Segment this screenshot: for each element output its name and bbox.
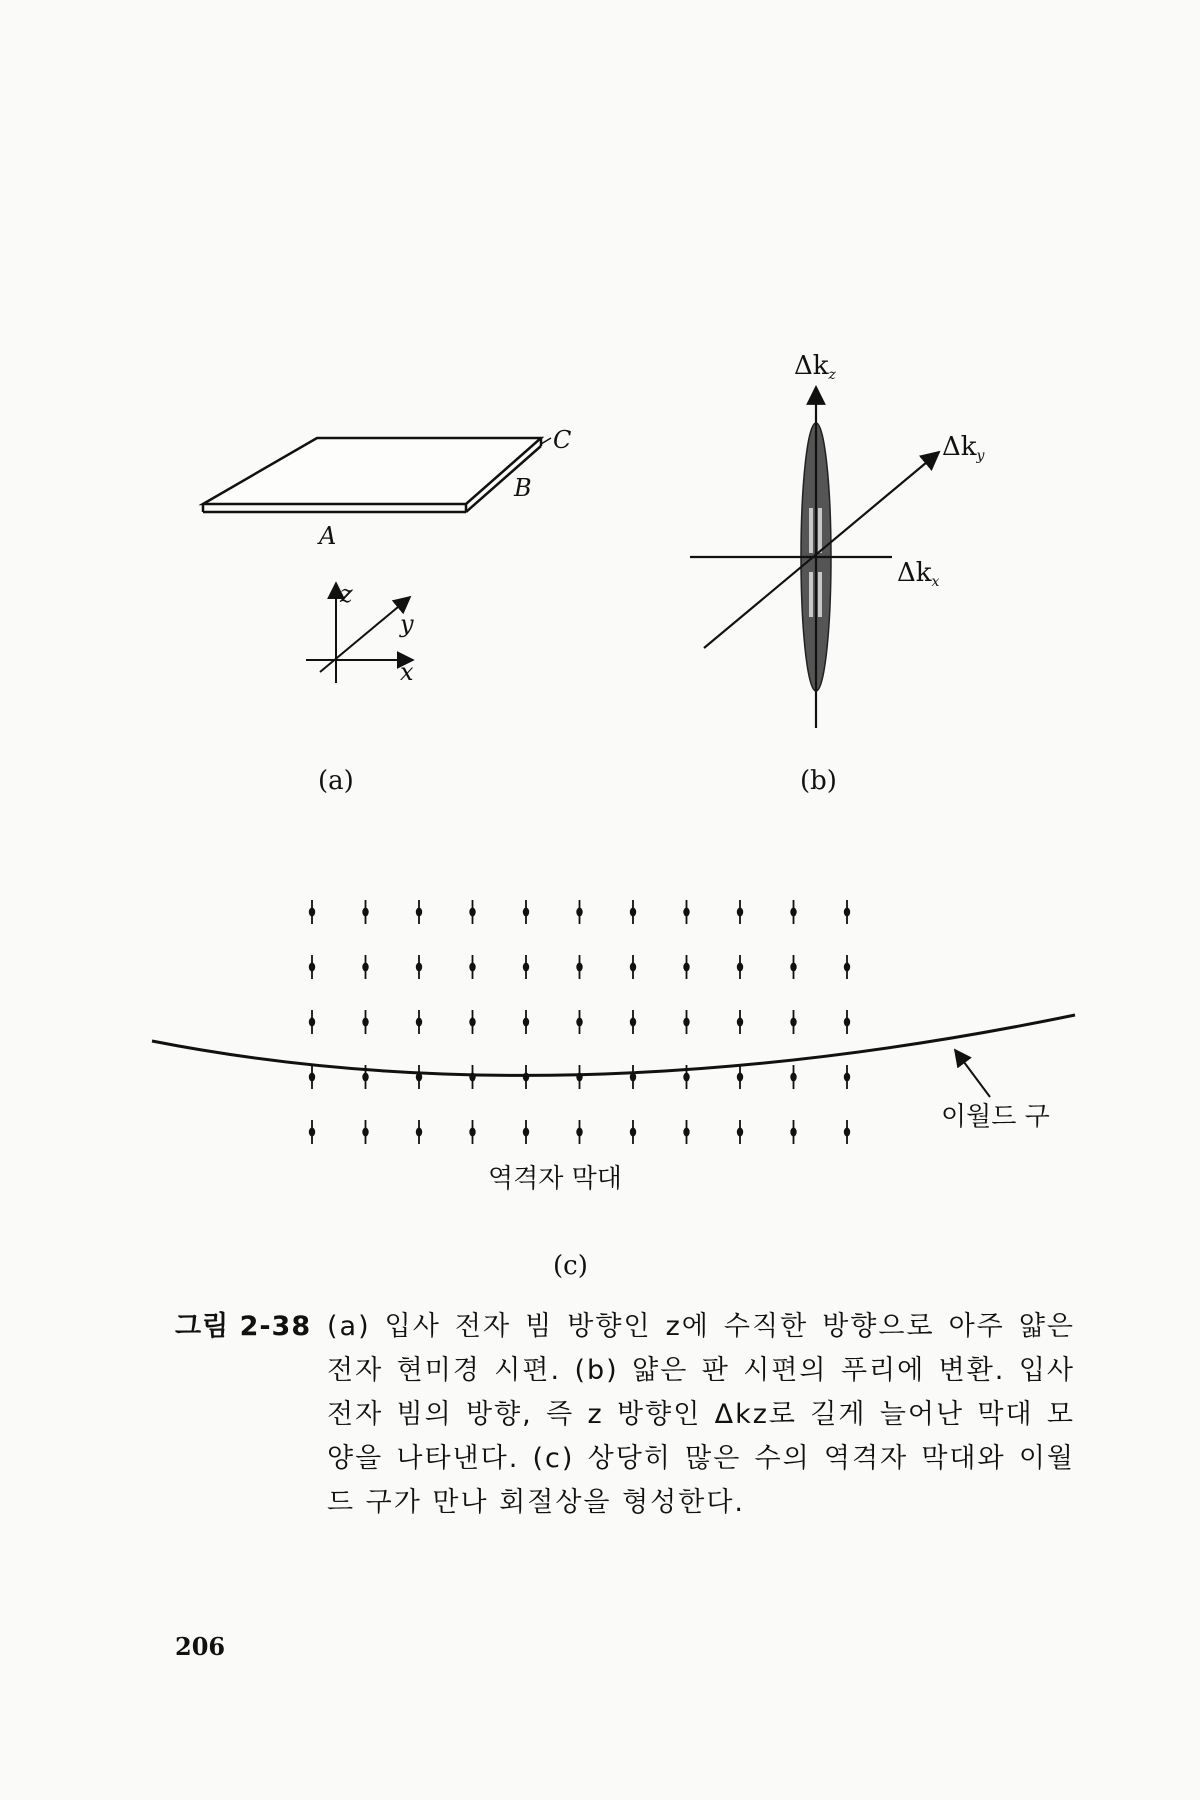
ewald-sphere-curve <box>152 1015 1075 1075</box>
rel-rod <box>630 1065 636 1089</box>
rel-rod <box>683 1010 689 1034</box>
rel-rod <box>309 1065 315 1089</box>
rel-rod <box>523 955 529 979</box>
rel-rod-grid <box>309 900 850 1144</box>
rel-rod <box>790 1120 796 1144</box>
rel-rod <box>737 1065 743 1089</box>
plate-label-b: B <box>514 474 532 502</box>
rel-rod <box>523 900 529 924</box>
rel-rod <box>737 1010 743 1034</box>
rel-rod <box>362 955 368 979</box>
panel-a-caption: (a) <box>318 766 354 796</box>
rel-rod <box>309 955 315 979</box>
rel-rod <box>416 1065 422 1089</box>
coordinate-axes <box>306 583 413 683</box>
rel-rod <box>309 1010 315 1034</box>
plate-label-c-leader <box>541 438 551 444</box>
axis-label-y: y <box>400 610 414 638</box>
panel-c-caption: (c) <box>553 1251 588 1281</box>
rel-rod <box>630 955 636 979</box>
panel-b-caption: (b) <box>800 766 837 796</box>
rel-rod <box>469 1010 475 1034</box>
rel-rod <box>844 1120 850 1144</box>
axis-label-dkz: Δkz <box>794 351 836 383</box>
axis-label-dkx: Δkx <box>897 558 940 590</box>
rel-rod <box>523 1120 529 1144</box>
rel-rod <box>523 1065 529 1089</box>
rel-rod <box>416 1010 422 1034</box>
rel-rod <box>844 1065 850 1089</box>
axis-label-x: x <box>400 658 414 686</box>
ewald-sphere-pointer <box>955 1050 990 1097</box>
rel-rod <box>737 1120 743 1144</box>
rel-rod-label: 역격자 막대 <box>488 1164 622 1194</box>
rel-rod <box>523 1010 529 1034</box>
rel-rod <box>630 900 636 924</box>
page-number: 206 <box>175 1632 226 1661</box>
panel-b <box>690 351 986 796</box>
axis-label-dky: Δky <box>942 432 985 464</box>
rel-rod <box>362 1010 368 1034</box>
rel-rod <box>576 1065 582 1089</box>
plate-label-c: C <box>553 426 572 454</box>
rel-rod <box>683 955 689 979</box>
axis-label-z: z <box>340 580 353 608</box>
rel-rod <box>737 900 743 924</box>
rel-rod <box>683 1120 689 1144</box>
rel-rod <box>576 900 582 924</box>
figure-caption-text: (a) 입사 전자 빔 방향인 z에 수직한 방향으로 아주 얇은 전자 현미경 시편. (b) 얇은 판 시편의 푸리에 변환. 입사 전자 빔의 방향, 즉 z 방향인 Δkz로 길게 늘어난 막대 모양을 나타낸다. (c) 상당히 많은 수의 역격자 막대와 이월드 구가 만나 회절상을 형성한다. <box>327 1311 1075 1518</box>
panel-c <box>152 900 1075 1281</box>
thin-plate-specimen <box>203 438 541 512</box>
rel-rod <box>469 900 475 924</box>
rel-rod <box>844 955 850 979</box>
rel-rod <box>737 955 743 979</box>
panel-a <box>203 426 571 796</box>
rel-rod <box>844 900 850 924</box>
rel-rod <box>362 900 368 924</box>
rel-rod <box>790 955 796 979</box>
rel-rod <box>844 1010 850 1034</box>
plate-label-a: A <box>319 522 337 550</box>
rel-rod <box>309 1120 315 1144</box>
rel-rod <box>416 955 422 979</box>
rel-rod <box>630 1120 636 1144</box>
rel-rod <box>416 900 422 924</box>
rel-rod <box>309 900 315 924</box>
rel-rod <box>576 955 582 979</box>
rel-rod <box>683 900 689 924</box>
rel-rod <box>469 955 475 979</box>
figure-caption-label: 그림 2-38 <box>175 1311 312 1342</box>
rel-rod <box>790 900 796 924</box>
rel-rod <box>790 1065 796 1089</box>
rel-rod <box>469 1120 475 1144</box>
rel-rod <box>576 1120 582 1144</box>
rel-rod <box>469 1065 475 1089</box>
figure-caption <box>175 1305 1075 1525</box>
rel-rod <box>630 1010 636 1034</box>
rel-rod <box>576 1010 582 1034</box>
rel-rod <box>790 1010 796 1034</box>
ewald-sphere-label: 이월드 구 <box>941 1102 1050 1132</box>
rel-rod <box>362 1120 368 1144</box>
rel-rod <box>416 1120 422 1144</box>
